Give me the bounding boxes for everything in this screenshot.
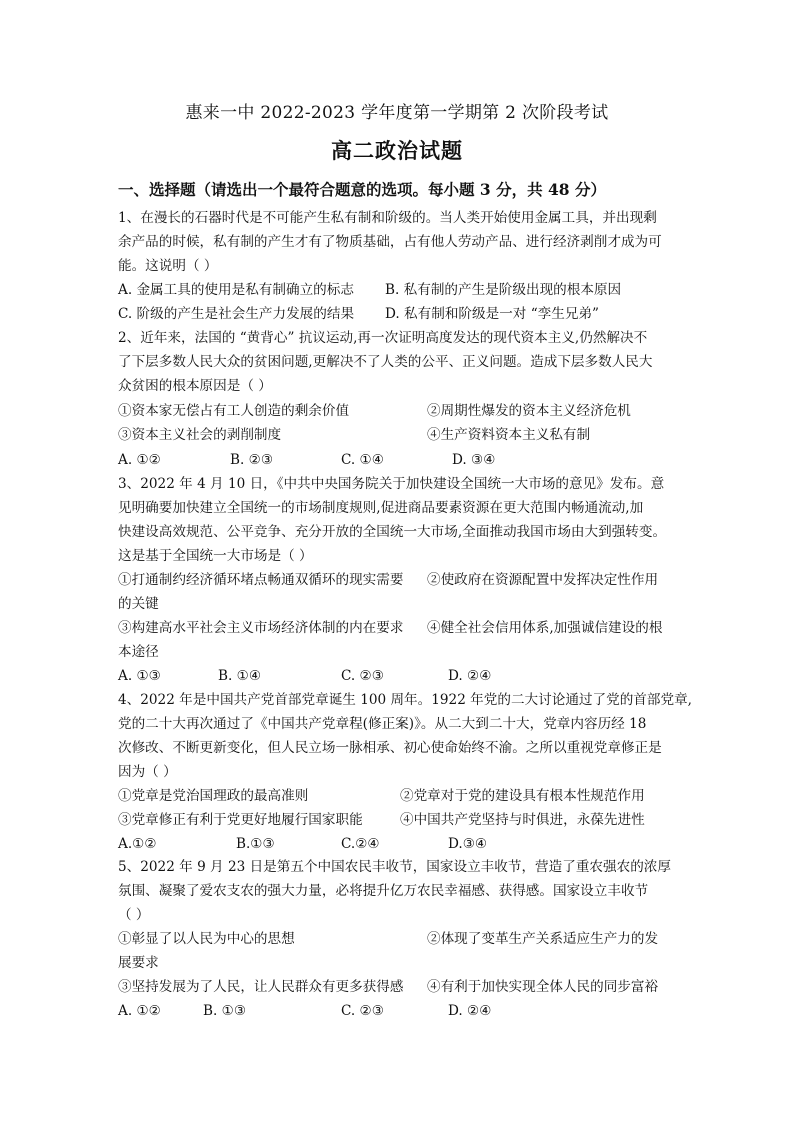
q4-answer-c: C.②④ <box>341 836 380 852</box>
q3-item-1: ①打通制约经济循环堵点畅通双循环的现实需要 <box>118 572 404 588</box>
q5-item-1: ①彰显了以人民为中心的思想 <box>118 931 295 947</box>
q4-stem-line: 党的二十大再次通过了《中国共产党章程(修正案)》。从二大到二十大，党章内容历经 18 <box>118 716 647 732</box>
q5-stem-line: （ ） <box>118 907 150 923</box>
q3-answer-c: C. ②③ <box>341 668 384 684</box>
q3-answer-d: D. ②④ <box>448 668 492 684</box>
q4-item-4: ④中国共产党坚持与时俱进，永葆先进性 <box>400 812 645 828</box>
q4-stem-line: 次修改、不断更新变化，但人民立场一脉相承、初心使命始终不渝。之所以重视党章修正是 <box>118 740 662 756</box>
q1-option-a: A. 金属工具的使用是私有制确立的标志 <box>118 282 354 298</box>
q1-stem-line: 余产品的时候，私有制的产生才有了物质基础，占有他人劳动产品、进行经济剥削才成为可 <box>118 234 662 250</box>
q3-stem-line: 见明确要加快建立全国统一的市场制度规则,促进商品要素资源在更大范围内畅通流动,加 <box>118 500 644 516</box>
q3-stem-line: 3、2022 年 4 月 10 日，《中共中央国务院关于加快建设全国统一大市场的意见》发布。意 <box>118 476 665 492</box>
q5-item-2-cont: 展要求 <box>118 955 159 971</box>
q5-stem-line: 5、2022 年 9 月 23 日是第五个中国农民丰收节，国家设立丰收节，营造了重农强农的浓厚 <box>118 859 671 875</box>
q2-item-4: ④生产资料资本主义私有制 <box>427 427 591 443</box>
q4-item-3: ③党章修正有利于党更好地履行国家职能 <box>118 812 363 828</box>
q2-stem-line: 众贫困的根本原因是（ ） <box>118 378 272 394</box>
q4-stem-line: 因为（ ） <box>118 764 177 780</box>
q3-item-2: ②使政府在资源配置中发挥决定性作用 <box>427 572 659 588</box>
q2-item-2: ②周期性爆发的资本主义经济危机 <box>427 403 631 419</box>
q5-answer-a: A. ①② <box>118 1003 161 1019</box>
q5-answer-b: B. ①③ <box>203 1003 247 1019</box>
q4-answer-b: B.①③ <box>236 836 275 852</box>
q5-answer-c: C. ②③ <box>341 1003 384 1019</box>
q3-answer-a: A. ①③ <box>118 668 161 684</box>
q3-item-3: ③构建高水平社会主义市场经济体制的内在要求 <box>118 620 404 636</box>
q2-stem-line: 2、近年来，法国的 “黄背心” 抗议运动,再一次证明高度发达的现代资本主义,仍然解决不 <box>118 330 648 346</box>
q2-item-3: ③资本主义社会的剥削制度 <box>118 427 282 443</box>
q1-option-c: C. 阶级的产生是社会生产力发展的结果 <box>118 306 355 322</box>
q4-answer-d: D.③④ <box>448 836 488 852</box>
q3-answer-b: B. ①④ <box>218 668 262 684</box>
q3-stem-line: 这是基于全国统一大市场是（ ） <box>118 548 313 564</box>
q1-stem-line: 能。这说明（ ） <box>118 258 218 274</box>
q5-item-2: ②体现了变革生产关系适应生产力的发 <box>427 931 659 947</box>
q5-stem-line: 氛围、凝聚了爱农支农的强大力量，必将提升亿万农民幸福感、获得感。国家设立丰收节 <box>118 883 649 899</box>
q5-item-4: ④有利于加快实现全体人民的同步富裕 <box>427 979 659 995</box>
q2-stem-line: 了下层多数人民大众的贫困问题,更解决不了人类的公平、正义问题。造成下层多数人民大 <box>118 354 653 370</box>
exam-header: 惠来一中 2022-2023 学年度第一学期第 2 次阶段考试 <box>185 103 609 123</box>
q5-answer-d: D. ②④ <box>448 1003 492 1019</box>
q4-stem-line: 4、2022 年是中国共产党首部党章诞生 100 周年。1922 年党的二大讨论通过了党的首部党章, <box>118 692 692 708</box>
q2-answer-b: B. ②③ <box>230 452 274 468</box>
exam-title: 高二政治试题 <box>331 138 463 163</box>
q2-answer-a: A. ①② <box>118 452 161 468</box>
q4-item-2: ②党章对于党的建设具有根本性规范作用 <box>400 788 645 804</box>
q1-option-d: D. 私有制和阶级是一对 “孪生兄弟” <box>385 306 599 322</box>
q3-stem-line: 快建设高效规范、公平竞争、充分开放的全国统一大市场,全面推动我国市场由大到强转变。 <box>118 524 667 540</box>
q1-stem-line: 1、在漫长的石器时代是不可能产生私有制和阶级的。当人类开始使用金属工具，并出现剩 <box>118 210 657 226</box>
q4-item-1: ①党章是党治国理政的最高准则 <box>118 788 309 804</box>
q2-answer-d: D. ③④ <box>452 452 496 468</box>
q2-answer-c: C. ①④ <box>341 452 384 468</box>
q3-item-4-cont: 本途径 <box>118 644 159 660</box>
q5-item-3: ③坚持发展为了人民，让人民群众有更多获得感 <box>118 979 404 995</box>
q3-item-1-cont: 的关键 <box>118 596 159 612</box>
q4-answer-a: A.①② <box>118 836 157 852</box>
q2-item-1: ①资本家无偿占有工人创造的剩余价值 <box>118 403 350 419</box>
section-title: 一、选择题（请选出一个最符合题意的选项。每小题 3 分，共 48 分） <box>118 180 606 199</box>
q3-item-4: ④健全社会信用体系,加强诚信建设的根 <box>427 620 663 636</box>
q1-option-b: B. 私有制的产生是阶级出现的根本原因 <box>385 282 622 298</box>
